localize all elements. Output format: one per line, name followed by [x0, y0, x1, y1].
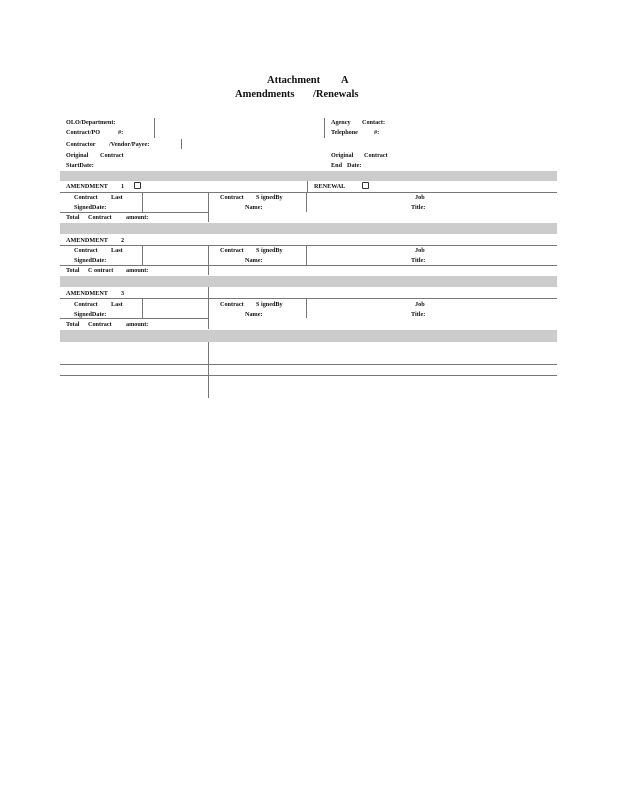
- row-divider: [60, 375, 557, 376]
- row-divider: [60, 298, 557, 299]
- title-renewals: /Renewals: [313, 89, 359, 100]
- end-label: End: [331, 162, 343, 169]
- row-divider: [60, 245, 557, 246]
- field-divider: [306, 299, 307, 318]
- field-divider: [208, 342, 209, 398]
- contract-last-label-2: Last: [111, 194, 123, 201]
- amendment-1-number: 1: [121, 183, 125, 190]
- field-divider: [208, 287, 209, 298]
- job-label: Job: [415, 301, 425, 308]
- header-divider: [154, 118, 155, 138]
- contractor-label: Contractor: [66, 141, 96, 148]
- amendment-1-label: AMENDMENT: [66, 183, 108, 190]
- total-label: Total: [66, 321, 80, 328]
- agency-contact-label: Contact:: [362, 119, 386, 126]
- title-attachment-letter: A: [341, 75, 349, 86]
- total-amount-label: amount:: [126, 321, 149, 328]
- header-divider: [324, 118, 325, 138]
- row-divider: [60, 318, 208, 319]
- contract-last-label: Contract: [74, 194, 98, 201]
- name-label: Name:: [245, 257, 263, 264]
- amendment-renewal-divider: [307, 181, 308, 192]
- name-label: Name:: [245, 204, 263, 211]
- field-divider: [142, 299, 143, 318]
- field-divider: [142, 193, 143, 212]
- amendment-3-number: 3: [121, 290, 125, 297]
- contract-signed-by-label: Contract: [220, 247, 244, 254]
- amendment-1-checkbox-icon[interactable]: [134, 182, 141, 189]
- field-divider: [208, 299, 209, 329]
- signed-by-label: S ignedBy: [256, 247, 283, 254]
- contract-po-label: Contract/PO: [66, 129, 101, 136]
- field-divider: [142, 246, 143, 265]
- section-band: [60, 171, 557, 181]
- total-label: Total: [66, 214, 80, 221]
- job-label: Job: [415, 194, 425, 201]
- signed-by-label: S ignedBy: [256, 194, 283, 201]
- end-date-label: Date:: [347, 162, 362, 169]
- total-contract-label: Contract: [88, 321, 112, 328]
- job-title-label: Title:: [411, 311, 426, 318]
- total-amount-label: amount:: [126, 267, 149, 274]
- job-title-label: Title:: [411, 204, 426, 211]
- contract-last-label-2: Last: [111, 247, 123, 254]
- title-attachment: Attachment: [267, 75, 321, 86]
- section-band: [60, 223, 557, 234]
- row-divider: [60, 364, 557, 365]
- signed-date-label: SignedDate:: [74, 311, 107, 318]
- total-contract-label: C ontract: [88, 267, 114, 274]
- contract-po-number-label: #:: [118, 129, 124, 136]
- vendor-payee-label: /Vendor/Payee:: [109, 141, 150, 148]
- contract-last-label: Contract: [74, 301, 98, 308]
- amendment-2-label: AMENDMENT: [66, 237, 108, 244]
- title-amendments: Amendments: [235, 89, 295, 100]
- signed-date-label: SignedDate:: [74, 257, 107, 264]
- agency-label: Agency: [331, 119, 351, 126]
- original-contract-label-2: Contract: [100, 152, 124, 159]
- field-divider: [306, 193, 307, 212]
- header-divider: [181, 139, 182, 149]
- section-band: [60, 276, 557, 287]
- original-end-label: Original: [331, 152, 354, 159]
- section-band: [60, 330, 557, 342]
- signed-date-label: SignedDate:: [74, 204, 107, 211]
- field-divider: [208, 193, 209, 222]
- name-label: Name:: [245, 311, 263, 318]
- original-contract-label: Original: [66, 152, 89, 159]
- amendment-3-label: AMENDMENT: [66, 290, 108, 297]
- job-label: Job: [415, 247, 425, 254]
- job-title-label: Title:: [411, 257, 426, 264]
- total-label: Total: [66, 267, 80, 274]
- field-divider: [306, 246, 307, 265]
- row-divider: [60, 192, 557, 193]
- original-end-contract-label: Contract: [364, 152, 388, 159]
- renewal-label: RENEWAL: [314, 183, 346, 190]
- total-amount-label: amount:: [126, 214, 149, 221]
- telephone-number-label: #:: [374, 129, 380, 136]
- start-date-label: StartDate:: [66, 162, 94, 169]
- contract-last-label: Contract: [74, 247, 98, 254]
- renewal-checkbox-icon[interactable]: [362, 182, 369, 189]
- contract-signed-by-label: Contract: [220, 301, 244, 308]
- telephone-label: Telephone: [331, 129, 358, 136]
- field-divider: [208, 246, 209, 275]
- amendment-2-number: 2: [121, 237, 125, 244]
- olo-department-label: OLO/Department:: [66, 119, 116, 126]
- signed-by-label: S ignedBy: [256, 301, 283, 308]
- row-divider: [60, 212, 208, 213]
- total-contract-label: Contract: [88, 214, 112, 221]
- row-divider: [60, 265, 557, 266]
- contract-signed-by-label: Contract: [220, 194, 244, 201]
- contract-last-label-2: Last: [111, 301, 123, 308]
